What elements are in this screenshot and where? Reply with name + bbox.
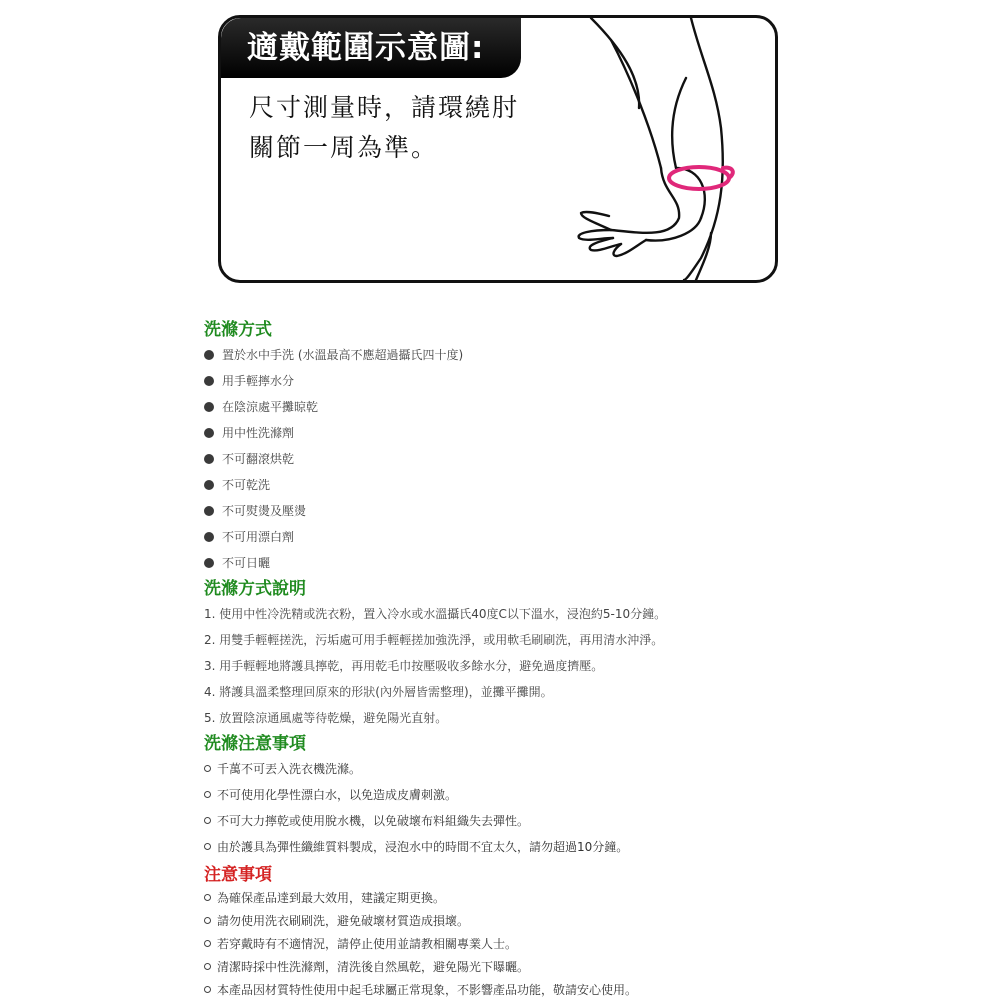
bullet-icon xyxy=(204,506,214,516)
list-item xyxy=(204,910,804,933)
circle-bullet-icon xyxy=(204,963,211,970)
list-item-text: 請勿使用洗衣刷刷洗，避免破壞材質造成損壞。 xyxy=(217,914,470,928)
list-item-text: 千萬不可丟入洗衣機洗滌。 xyxy=(217,762,362,776)
instruction-line-2: 關節一周為準。 xyxy=(249,133,439,162)
list-item xyxy=(204,808,804,834)
instructions-list xyxy=(204,601,804,731)
list-item xyxy=(204,956,804,979)
arm-illustration xyxy=(551,18,775,280)
diagram-title: 適戴範圍示意圖: xyxy=(221,18,521,78)
list-item: 5. 放置陰涼通風處等待乾燥，避免陽光直射。 xyxy=(204,711,448,725)
list-item xyxy=(204,394,804,420)
bullet-icon xyxy=(204,454,214,464)
list-item xyxy=(204,524,804,550)
circle-bullet-icon xyxy=(204,843,211,850)
cautions-section xyxy=(204,732,804,860)
list-item xyxy=(204,979,804,1002)
bullet-icon xyxy=(204,350,214,360)
list-item-text: 不可日曬 xyxy=(222,556,271,570)
list-item-text: 置於水中手洗 (水溫最高不應超過攝氏四十度) xyxy=(222,348,464,362)
list-item-text: 本產品因材質特性使用中起毛球屬正常現象，不影響產品功能，敬請安心使用。 xyxy=(217,983,638,997)
list-item xyxy=(204,420,804,446)
list-item xyxy=(204,472,804,498)
instructions-title: 洗滌方式說明 xyxy=(204,579,306,599)
circle-bullet-icon xyxy=(204,817,211,824)
list-item xyxy=(204,498,804,524)
list-item xyxy=(204,342,804,368)
bullet-icon xyxy=(204,558,214,568)
bullet-icon xyxy=(204,480,214,490)
instruction-line-1: 尺寸測量時，請環繞肘 xyxy=(249,93,520,122)
list-item: 1. 使用中性冷洗精或洗衣粉，置入冷水或水溫攝氏40度C以下溫水，浸泡約5-10分鐘。 xyxy=(204,607,667,621)
cautions-list xyxy=(204,756,804,860)
care-instructions xyxy=(204,318,804,1004)
circle-bullet-icon xyxy=(204,986,211,993)
notes-title: 注意事項 xyxy=(204,865,272,885)
list-item xyxy=(204,368,804,394)
list-item-text: 若穿戴時有不適情況，請停止使用並請教相關專業人士。 xyxy=(217,937,518,951)
fitting-diagram-card xyxy=(218,15,778,283)
circle-bullet-icon xyxy=(204,765,211,772)
list-item-text: 不可大力擰乾或使用脫水機，以免破壞布料組織失去彈性。 xyxy=(217,814,530,828)
cautions-title: 洗滌注意事項 xyxy=(204,734,306,754)
list-item xyxy=(204,782,804,808)
washing-title: 洗滌方式 xyxy=(204,320,272,340)
washing-section xyxy=(204,318,804,576)
list-item xyxy=(204,756,804,782)
list-item-text: 不可翻滾烘乾 xyxy=(222,452,295,466)
list-item-text: 不可用漂白劑 xyxy=(222,530,295,544)
list-item xyxy=(204,446,804,472)
circle-bullet-icon xyxy=(204,894,211,901)
list-item: 2. 用雙手輕輕搓洗，污垢處可用手輕輕搓加強洗淨，或用軟毛刷刷洗，再用清水沖淨。 xyxy=(204,633,664,647)
list-item-text: 由於護具為彈性纖維質料製成，浸泡水中的時間不宜太久，請勿超過10分鐘。 xyxy=(217,840,629,854)
bullet-icon xyxy=(204,402,214,412)
list-item xyxy=(204,550,804,576)
bullet-icon xyxy=(204,532,214,542)
circle-bullet-icon xyxy=(204,917,211,924)
notes-list xyxy=(204,887,804,1002)
washing-list xyxy=(204,342,804,576)
list-item-text: 用手輕擰水分 xyxy=(222,374,295,388)
list-item-text: 為確保產品達到最大效用，建議定期更換。 xyxy=(217,891,446,905)
notes-section xyxy=(204,863,804,1002)
list-item xyxy=(204,834,804,860)
list-item-text: 在陰涼處平攤晾乾 xyxy=(222,400,319,414)
circle-bullet-icon xyxy=(204,791,211,798)
list-item xyxy=(204,933,804,956)
list-item-text: 不可熨燙及壓燙 xyxy=(222,504,307,518)
list-item xyxy=(204,887,804,910)
list-item-text: 不可使用化學性漂白水，以免造成皮膚刺激。 xyxy=(217,788,458,802)
list-item-text: 用中性洗滌劑 xyxy=(222,426,295,440)
measurement-instruction xyxy=(249,88,549,168)
circle-bullet-icon xyxy=(204,940,211,947)
list-item-text: 不可乾洗 xyxy=(222,478,271,492)
list-item-text: 清潔時採中性洗滌劑，清洗後自然風乾，避免陽光下曝曬。 xyxy=(217,960,530,974)
list-item: 4. 將護具溫柔整理回原來的形狀(內外層皆需整理)，並攤平攤開。 xyxy=(204,685,553,699)
bullet-icon xyxy=(204,428,214,438)
instructions-section xyxy=(204,577,804,731)
bullet-icon xyxy=(204,376,214,386)
list-item: 3. 用手輕輕地將護具擰乾，再用乾毛巾按壓吸收多餘水分，避免過度擠壓。 xyxy=(204,659,604,673)
